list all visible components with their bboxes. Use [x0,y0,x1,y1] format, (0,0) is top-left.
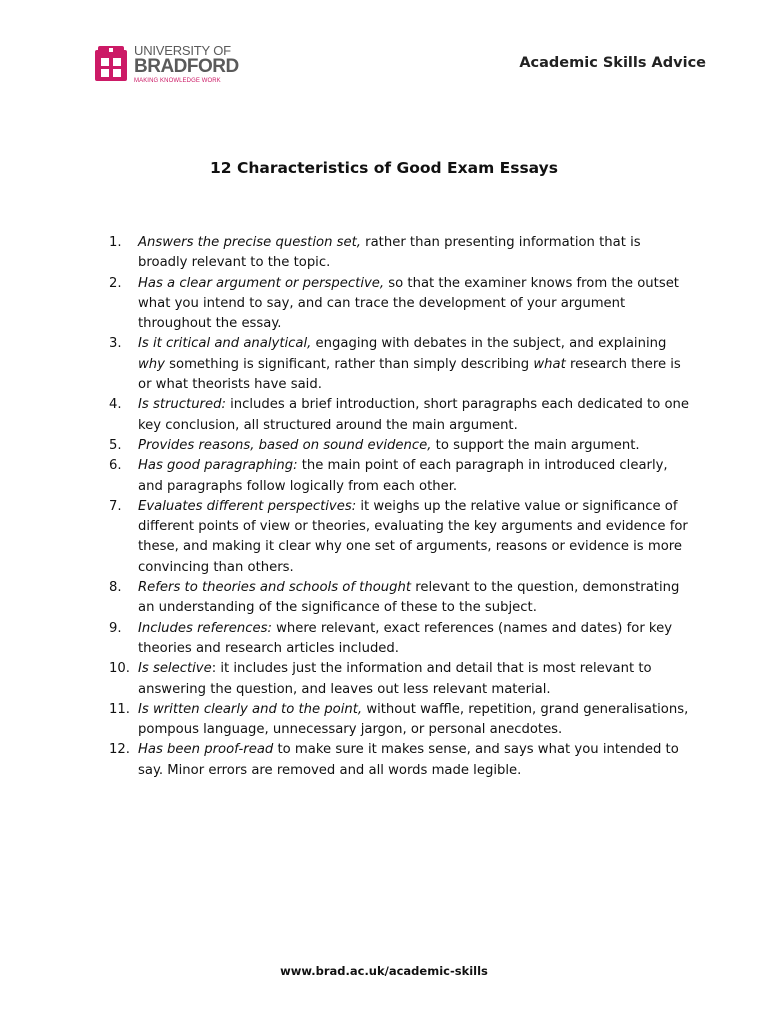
list-item-emphasis: Is selective [138,661,212,677]
list-item-number: 12. [109,742,130,758]
list-item [109,740,689,781]
list-item [109,659,689,700]
list-item-emphasis: Has been proof-read [138,742,274,758]
list-item-text: it weighs up the relative value or significance of different points of view or theories, evaluating the key arguments and evidence for these, and making it clear why one set of arguments, reasons or evidence is more convincing than others. [138,498,688,575]
list-item [109,497,689,578]
list-item-number: 2. [109,275,122,291]
list-item-number: 5. [109,437,122,453]
list-item [109,619,689,660]
list-item-text: research there is or what theorists have said. [138,356,681,393]
crest-icon [94,46,128,82]
characteristics-list [109,233,689,781]
list-item-text: without waffle, repetition, grand generalisations, pompous language, unnecessary jargon, or personal anecdotes. [138,701,689,738]
list-item-text: something is significant, rather than simply describing [164,356,534,372]
list-item-text: : it includes just the information and detail that is most relevant to answering the question, and leaves out less relevant material. [138,661,652,697]
list-item-text: where relevant, exact references (names and dates) for key theories and research articles included. [138,620,673,656]
list-item-text: to support the main argument. [431,437,640,453]
list-item-number: 6. [109,458,122,474]
footer-url: www.brad.ac.uk/academic-skills [280,964,488,978]
list-item [109,456,689,497]
list-item [109,334,689,395]
list-item-text: so that the examiner knows from the outset what you intend to say, and can trace the development of your argument throughout the essay. [138,275,679,332]
list-item-emphasis: what [533,356,566,372]
list-item-number: 9. [109,620,122,636]
list-item-text: engaging with debates in the subject, and explaining [311,336,667,352]
list-item [109,436,689,456]
list-item [109,700,689,741]
list-item [109,578,689,619]
list-item-text: relevant to the question, demonstrating an understanding of the significance of these to the subject. [138,580,680,616]
list-item-emphasis: Refers to theories and schools of thought [138,580,412,596]
list-item [109,233,689,274]
list-item-number: 4. [109,397,122,413]
header-label: Academic Skills Advice [519,55,706,71]
logo-line-bradford: BRADFORD [134,56,239,77]
university-logo [94,44,239,84]
list-item-number: 10. [109,661,130,677]
list-item-emphasis: Includes references: [138,620,272,636]
list-item-number: 7. [109,498,122,514]
list-item-number: 1. [109,235,122,250]
list-item-text: the main point of each paragraph in introduced clearly, and paragraphs follow logically from each other. [138,458,668,494]
list-item-number: 8. [109,580,122,596]
list-item-emphasis: Evaluates different perspectives: [138,498,357,514]
logo-line-university-of: UNIVERSITY OF [134,43,231,58]
list-item-text: includes a brief introduction, short paragraphs each dedicated to one key conclusion, all structured around the main argument. [138,397,690,433]
list-item-emphasis: Has good paragraphing: [138,458,298,474]
logo-tagline: MAKING KNOWLEDGE WORK [134,78,221,84]
list-item-emphasis: Has a clear argument or perspective, [138,275,385,291]
list-item-emphasis: why [138,356,165,372]
list-item-emphasis: Is written clearly and to the point, [138,701,363,717]
list-item [109,274,689,335]
list-item-text: rather than presenting information that is broadly relevant to the topic. [138,235,641,271]
logo-wordmark [134,44,239,84]
list-item-emphasis: Is it critical and analytical, [138,336,312,352]
list-item-text: to make sure it makes sense, and says what you intended to say. Minor errors are removed and all words made legible. [138,742,679,778]
list-item-emphasis: Is structured: [138,397,226,413]
list-item-number: 3. [109,336,122,352]
list-item-emphasis: Provides reasons, based on sound evidence, [138,437,432,453]
list-item [109,395,689,436]
list-item-number: 11. [109,701,130,717]
page-title: 12 Characteristics of Good Exam Essays [209,159,558,177]
list-item-emphasis: Answers the precise question set, [138,235,361,250]
